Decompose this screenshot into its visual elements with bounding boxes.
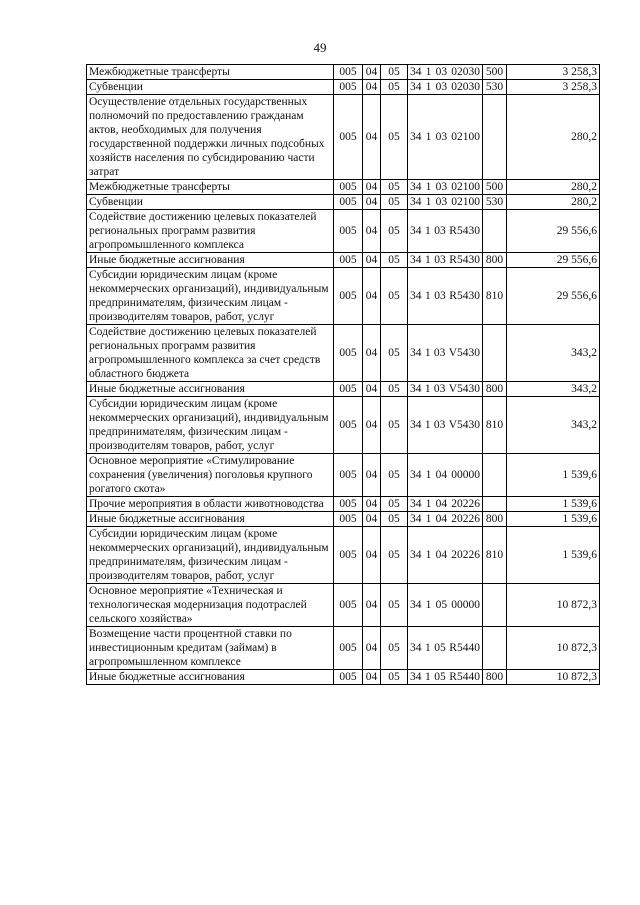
target-article-part: 03 — [433, 419, 446, 431]
target-article-part: 34 — [410, 419, 422, 431]
target-article-part: 1 — [425, 671, 431, 683]
target-article-part: 04 — [435, 469, 448, 481]
row-name-cell: Субсидии юридическим лицам (кроме некоммерческих организаций), индивидуальным предпринимателям, физическим лицам - производителям товаров, работ, услуг — [87, 397, 334, 454]
row-rz-code-cell: 04 — [363, 268, 381, 325]
row-amount-cell: 280,2 — [507, 195, 600, 210]
row-target-article-cell — [408, 454, 483, 497]
target-article-part: V5430 — [448, 383, 480, 395]
target-article-part: 1 — [425, 254, 431, 266]
row-gr-code-cell: 005 — [334, 584, 363, 627]
table-row — [87, 584, 600, 627]
target-article-part: 1 — [425, 549, 432, 561]
target-article-part: 1 — [425, 642, 431, 654]
target-article-part: R5430 — [449, 290, 480, 302]
row-rz-code-cell: 04 — [363, 397, 381, 454]
target-article-part: 02100 — [451, 196, 480, 208]
row-gr-code-cell: 005 — [334, 95, 363, 180]
row-expense-type-cell: 530 — [483, 195, 507, 210]
target-article-part: 00000 — [451, 599, 480, 611]
target-article-part: 00000 — [451, 469, 480, 481]
row-rz-code-cell: 04 — [363, 180, 381, 195]
row-pr-code-cell: 05 — [381, 670, 408, 685]
row-pr-code-cell: 05 — [381, 497, 408, 512]
target-article-part: 34 — [410, 549, 422, 561]
table-row — [87, 497, 600, 512]
row-rz-code-cell: 04 — [363, 65, 381, 80]
target-article-part: 03 — [434, 225, 446, 237]
target-article-part: R5430 — [449, 254, 480, 266]
target-article-part: 34 — [410, 181, 422, 193]
target-article-part: 04 — [435, 549, 448, 561]
row-rz-code-cell: 04 — [363, 627, 381, 670]
target-article-part: 1 — [424, 347, 431, 359]
target-article-part: 02030 — [451, 66, 480, 78]
target-article-code — [410, 80, 480, 94]
target-article-part: 34 — [410, 66, 422, 78]
target-article-part: 1 — [425, 599, 432, 611]
row-pr-code-cell: 05 — [381, 253, 408, 268]
table-row — [87, 195, 600, 210]
row-gr-code-cell: 005 — [334, 65, 363, 80]
row-target-article-cell — [408, 527, 483, 584]
row-pr-code-cell: 05 — [381, 95, 408, 180]
row-name-cell: Содействие достижению целевых показателей региональных программ развития агропромышленного комплекса — [87, 210, 334, 253]
target-article-code — [410, 512, 480, 526]
row-target-article-cell — [408, 95, 483, 180]
target-article-part: 03 — [433, 347, 446, 359]
table-row — [87, 180, 600, 195]
target-article-part: 05 — [434, 671, 446, 683]
table-row — [87, 527, 600, 584]
target-article-code — [410, 548, 480, 562]
row-gr-code-cell: 005 — [334, 527, 363, 584]
row-amount-cell: 29 556,6 — [507, 268, 600, 325]
row-amount-cell: 29 556,6 — [507, 253, 600, 268]
table-row — [87, 253, 600, 268]
row-name-cell: Основное мероприятие «Техническая и технологическая модернизация подотраслей сельского хозяйства» — [87, 584, 334, 627]
row-pr-code-cell: 05 — [381, 512, 408, 527]
row-target-article-cell — [408, 670, 483, 685]
target-article-part: 34 — [410, 513, 422, 525]
row-name-cell: Возмещение части процентной ставки по инвестиционным кредитам (займам) в агропромышленном комплексе — [87, 627, 334, 670]
target-article-code — [410, 130, 480, 144]
row-rz-code-cell: 04 — [363, 584, 381, 627]
target-article-code — [410, 180, 480, 194]
row-rz-code-cell: 04 — [363, 95, 381, 180]
target-article-part: 03 — [434, 254, 446, 266]
target-article-part: 1 — [425, 196, 432, 208]
row-gr-code-cell: 005 — [334, 80, 363, 95]
row-rz-code-cell: 04 — [363, 670, 381, 685]
target-article-code — [410, 253, 480, 267]
table-row — [87, 95, 600, 180]
target-article-part: 34 — [410, 642, 422, 654]
row-amount-cell: 3 258,3 — [507, 80, 600, 95]
table-row — [87, 670, 600, 685]
row-amount-cell: 29 556,6 — [507, 210, 600, 253]
row-name-cell: Основное мероприятие «Стимулирование сохранения (увеличения) поголовья крупного рогатого скота» — [87, 454, 334, 497]
row-expense-type-cell: 500 — [483, 180, 507, 195]
row-amount-cell: 1 539,6 — [507, 512, 600, 527]
row-amount-cell: 343,2 — [507, 325, 600, 382]
row-name-cell: Межбюджетные трансферты — [87, 65, 334, 80]
row-pr-code-cell: 05 — [381, 397, 408, 454]
target-article-part: 1 — [425, 66, 432, 78]
target-article-part: 1 — [425, 498, 432, 510]
row-name-cell: Содействие достижению целевых показателей региональных программ развития агропромышленного комплекса за счет средств областного бюджета — [87, 325, 334, 382]
target-article-part: 34 — [410, 383, 422, 395]
row-name-cell: Иные бюджетные ассигнования — [87, 382, 334, 397]
row-amount-cell: 3 258,3 — [507, 65, 600, 80]
table-row — [87, 80, 600, 95]
row-expense-type-cell: 500 — [483, 65, 507, 80]
row-gr-code-cell: 005 — [334, 397, 363, 454]
target-article-code — [410, 641, 480, 655]
row-expense-type-cell — [483, 95, 507, 180]
target-article-part: V5430 — [448, 419, 480, 431]
row-target-article-cell — [408, 268, 483, 325]
row-rz-code-cell: 04 — [363, 454, 381, 497]
row-rz-code-cell: 04 — [363, 512, 381, 527]
row-expense-type-cell: 800 — [483, 512, 507, 527]
row-target-article-cell — [408, 210, 483, 253]
row-name-cell: Субсидии юридическим лицам (кроме некоммерческих организаций), индивидуальным предпринимателям, физическим лицам - производителям товаров, работ, услуг — [87, 527, 334, 584]
row-gr-code-cell: 005 — [334, 195, 363, 210]
row-rz-code-cell: 04 — [363, 80, 381, 95]
row-name-cell: Субвенции — [87, 195, 334, 210]
target-article-part: 34 — [410, 599, 422, 611]
target-article-part: 04 — [435, 498, 448, 510]
row-pr-code-cell: 05 — [381, 325, 408, 382]
row-gr-code-cell: 005 — [334, 497, 363, 512]
row-expense-type-cell: 800 — [483, 253, 507, 268]
row-gr-code-cell: 005 — [334, 512, 363, 527]
row-expense-type-cell: 800 — [483, 382, 507, 397]
row-gr-code-cell: 005 — [334, 325, 363, 382]
target-article-part: 34 — [410, 347, 422, 359]
row-target-article-cell — [408, 382, 483, 397]
row-gr-code-cell: 005 — [334, 253, 363, 268]
row-expense-type-cell: 810 — [483, 268, 507, 325]
target-article-part: R5440 — [449, 642, 480, 654]
target-article-code — [410, 224, 480, 238]
target-article-part: 1 — [424, 383, 431, 395]
row-rz-code-cell: 04 — [363, 210, 381, 253]
target-article-part: 34 — [410, 469, 422, 481]
row-target-article-cell — [408, 584, 483, 627]
row-pr-code-cell: 05 — [381, 527, 408, 584]
row-amount-cell: 1 539,6 — [507, 454, 600, 497]
target-article-part: 20226 — [451, 513, 480, 525]
row-expense-type-cell: 530 — [483, 80, 507, 95]
table-row — [87, 397, 600, 454]
row-pr-code-cell: 05 — [381, 454, 408, 497]
budget-table-body — [87, 65, 600, 685]
row-gr-code-cell: 005 — [334, 268, 363, 325]
row-gr-code-cell: 005 — [334, 454, 363, 497]
target-article-part: 03 — [435, 81, 448, 93]
target-article-part: 03 — [433, 383, 446, 395]
row-pr-code-cell: 05 — [381, 210, 408, 253]
row-target-article-cell — [408, 253, 483, 268]
row-amount-cell: 10 872,3 — [507, 584, 600, 627]
target-article-part: 34 — [410, 290, 422, 302]
target-article-part: 02030 — [451, 81, 480, 93]
target-article-part: 04 — [435, 513, 448, 525]
row-name-cell: Иные бюджетные ассигнования — [87, 670, 334, 685]
row-amount-cell: 10 872,3 — [507, 627, 600, 670]
row-expense-type-cell — [483, 627, 507, 670]
row-target-article-cell — [408, 325, 483, 382]
row-name-cell: Межбюджетные трансферты — [87, 180, 334, 195]
row-target-article-cell — [408, 397, 483, 454]
row-expense-type-cell — [483, 210, 507, 253]
target-article-part: 1 — [425, 81, 432, 93]
target-article-part: 1 — [425, 290, 431, 302]
target-article-code — [410, 598, 480, 612]
row-rz-code-cell: 04 — [363, 382, 381, 397]
target-article-code — [410, 195, 480, 209]
target-article-code — [410, 289, 480, 303]
row-name-cell: Иные бюджетные ассигнования — [87, 512, 334, 527]
row-gr-code-cell: 005 — [334, 627, 363, 670]
target-article-code — [410, 65, 480, 79]
target-article-part: 1 — [425, 181, 432, 193]
target-article-code — [410, 418, 480, 432]
row-expense-type-cell: 800 — [483, 670, 507, 685]
row-expense-type-cell — [483, 584, 507, 627]
target-article-part: 03 — [434, 290, 446, 302]
target-article-part: 1 — [425, 225, 431, 237]
row-amount-cell: 343,2 — [507, 382, 600, 397]
target-article-part: 03 — [435, 131, 448, 143]
row-gr-code-cell: 005 — [334, 382, 363, 397]
target-article-part: 34 — [410, 254, 422, 266]
row-pr-code-cell: 05 — [381, 382, 408, 397]
row-pr-code-cell: 05 — [381, 80, 408, 95]
budget-table — [86, 64, 600, 685]
target-article-part: V5430 — [448, 347, 480, 359]
target-article-part: 34 — [410, 671, 422, 683]
row-rz-code-cell: 04 — [363, 527, 381, 584]
row-rz-code-cell: 04 — [363, 325, 381, 382]
row-expense-type-cell — [483, 325, 507, 382]
target-article-part: R5440 — [449, 671, 480, 683]
row-pr-code-cell: 05 — [381, 195, 408, 210]
target-article-part: 34 — [410, 225, 422, 237]
row-gr-code-cell: 005 — [334, 670, 363, 685]
row-pr-code-cell: 05 — [381, 268, 408, 325]
target-article-part: R5430 — [449, 225, 480, 237]
row-target-article-cell — [408, 497, 483, 512]
row-expense-type-cell — [483, 497, 507, 512]
table-row — [87, 382, 600, 397]
row-pr-code-cell: 05 — [381, 180, 408, 195]
target-article-part: 02100 — [451, 181, 480, 193]
row-rz-code-cell: 04 — [363, 195, 381, 210]
target-article-part: 05 — [435, 599, 448, 611]
target-article-part: 1 — [424, 419, 431, 431]
row-name-cell: Субвенции — [87, 80, 334, 95]
row-amount-cell: 10 872,3 — [507, 670, 600, 685]
target-article-part: 02100 — [451, 131, 480, 143]
page-number: 49 — [313, 40, 327, 55]
row-rz-code-cell: 04 — [363, 497, 381, 512]
target-article-part: 34 — [410, 81, 422, 93]
row-amount-cell: 1 539,6 — [507, 527, 600, 584]
row-expense-type-cell: 810 — [483, 527, 507, 584]
row-target-article-cell — [408, 80, 483, 95]
target-article-code — [410, 382, 480, 396]
target-article-part: 34 — [410, 196, 422, 208]
table-row — [87, 512, 600, 527]
target-article-part: 34 — [410, 131, 422, 143]
row-name-cell: Прочие мероприятия в области животноводства — [87, 497, 334, 512]
table-row — [87, 210, 600, 253]
row-gr-code-cell: 005 — [334, 210, 363, 253]
row-gr-code-cell: 005 — [334, 180, 363, 195]
row-amount-cell: 343,2 — [507, 397, 600, 454]
target-article-part: 05 — [434, 642, 446, 654]
row-amount-cell: 280,2 — [507, 95, 600, 180]
target-article-part: 20226 — [451, 549, 480, 561]
row-name-cell: Иные бюджетные ассигнования — [87, 253, 334, 268]
row-amount-cell: 1 539,6 — [507, 497, 600, 512]
row-name-cell: Осуществление отдельных государственных полномочий по предоставлению гражданам актов, необходимых для получения государственной поддержки личных подсобных хозяйств населения по субсидированию части затрат — [87, 95, 334, 180]
target-article-part: 20226 — [451, 498, 480, 510]
row-rz-code-cell: 04 — [363, 253, 381, 268]
table-row — [87, 65, 600, 80]
row-expense-type-cell — [483, 454, 507, 497]
row-target-article-cell — [408, 180, 483, 195]
row-pr-code-cell: 05 — [381, 627, 408, 670]
table-row — [87, 627, 600, 670]
table-row — [87, 454, 600, 497]
target-article-code — [410, 670, 480, 684]
target-article-code — [410, 346, 480, 360]
target-article-code — [410, 468, 480, 482]
target-article-part: 03 — [435, 196, 448, 208]
target-article-code — [410, 497, 480, 511]
row-target-article-cell — [408, 627, 483, 670]
target-article-part: 1 — [425, 513, 432, 525]
row-target-article-cell — [408, 512, 483, 527]
target-article-part: 34 — [410, 498, 422, 510]
row-amount-cell: 280,2 — [507, 180, 600, 195]
target-article-part: 1 — [425, 469, 432, 481]
row-pr-code-cell: 05 — [381, 584, 408, 627]
target-article-part: 03 — [435, 66, 448, 78]
table-row — [87, 268, 600, 325]
row-target-article-cell — [408, 195, 483, 210]
target-article-part: 1 — [425, 131, 432, 143]
target-article-part: 03 — [435, 181, 448, 193]
row-name-cell: Субсидии юридическим лицам (кроме некоммерческих организаций), индивидуальным предпринимателям, физическим лицам - производителям товаров, работ, услуг — [87, 268, 334, 325]
row-pr-code-cell: 05 — [381, 65, 408, 80]
table-row — [87, 325, 600, 382]
row-expense-type-cell: 810 — [483, 397, 507, 454]
row-target-article-cell — [408, 65, 483, 80]
